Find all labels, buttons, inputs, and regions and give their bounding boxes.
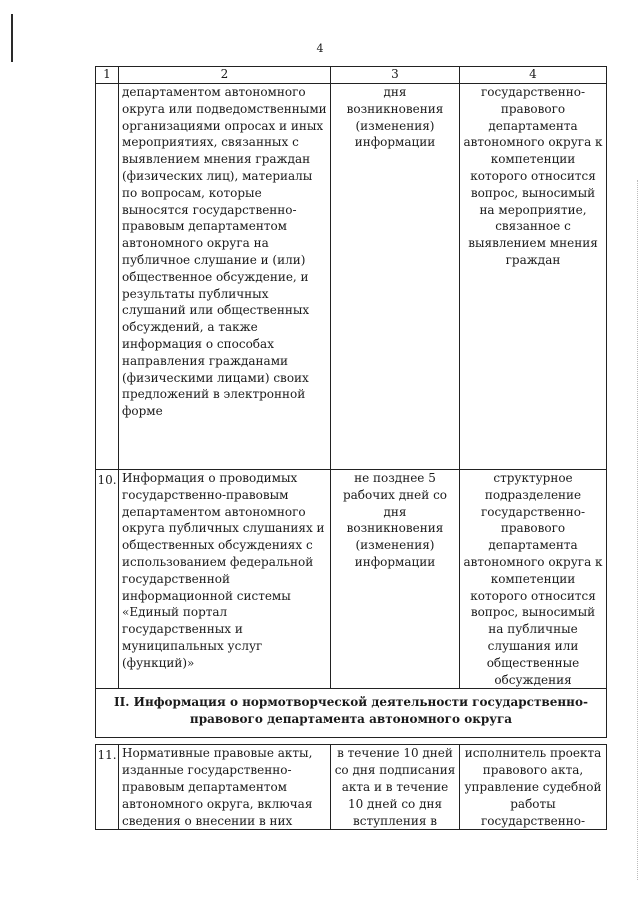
section-heading-row bbox=[96, 689, 607, 738]
row-deadline: не позднее 5 рабочих дней со дня возникновения (изменения) информации bbox=[331, 470, 460, 689]
table-header-row bbox=[96, 67, 607, 84]
row-responsible: государственно-правового департамента автономного округа к компетенции которого относится вопрос, выносимый на мероприятие, связанное с выявлением мнения граждан bbox=[460, 84, 607, 470]
row-content: Информация о проводимых государственно-правовым департаментом автономного округа публичных слушаниях и общественных обсуждениях с использованием федеральной государственной информационной системы «Единый портал государственных и муниципальных услуг (функций)» bbox=[119, 470, 331, 689]
header-cell-1: 1 bbox=[96, 67, 119, 84]
row-content: Нормативные правовые акты, изданные государственно-правовым департаментом автономного округа, включая сведения о внесении в них bbox=[119, 745, 331, 830]
header-cell-4: 4 bbox=[460, 67, 607, 84]
header-cell-3: 3 bbox=[331, 67, 460, 84]
row-number: 10. bbox=[96, 470, 119, 689]
row-responsible: структурное подразделение государственно-правового департамента автономного округа к компетенции которого относится вопрос, выносимый на публичные слушания или общественные обсуждения bbox=[460, 470, 607, 689]
section-spacer bbox=[96, 738, 607, 745]
scan-edge-noise bbox=[635, 180, 638, 880]
section-title: II. Информация о нормотворческой деятельности государственно-правового департамента автономного округа bbox=[96, 689, 607, 738]
row-content: департаментом автономного округа или подведомственными организациями опросах и иных мероприятиях, связанных с выявлением мнения граждан (физических лиц), материалы по вопросам, которые выносятся государственно-правовым департаментом автономного округа на публичное слушание и (или) общественное обсуждение, и результаты публичных слушаний или общественных обсуждений, а также информация о способах направления гражданами (физическими лицами) своих предложений в электронной форме bbox=[119, 84, 331, 470]
table-row bbox=[96, 745, 607, 830]
row-number bbox=[96, 84, 119, 470]
row-responsible: исполнитель проекта правового акта, управление судебной работы государственно- bbox=[460, 745, 607, 830]
table-row bbox=[96, 470, 607, 689]
row-deadline: дня возникновения (изменения) информации bbox=[331, 84, 460, 470]
table-row bbox=[96, 84, 607, 470]
information-table bbox=[95, 66, 607, 830]
row-deadline: в течение 10 дней со дня подписания акта и в течение 10 дней со дня вступления в bbox=[331, 745, 460, 830]
header-cell-2: 2 bbox=[119, 67, 331, 84]
row-number: 11. bbox=[96, 745, 119, 830]
page-number: 4 bbox=[316, 42, 324, 55]
